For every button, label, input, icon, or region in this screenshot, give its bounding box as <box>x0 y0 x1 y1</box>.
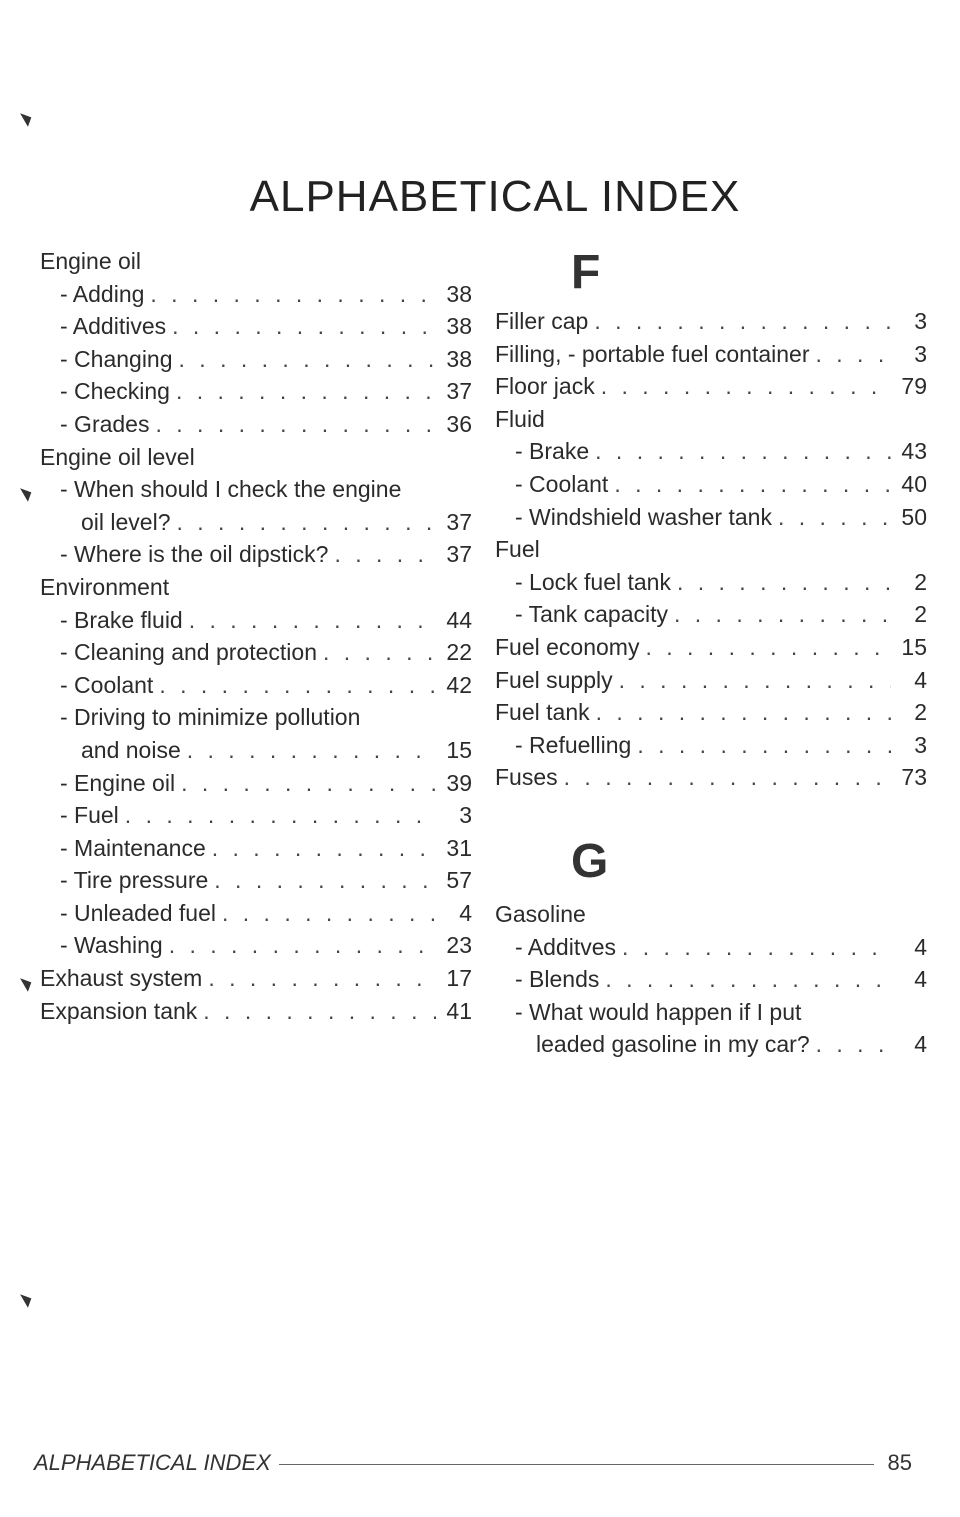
entry-page: 39 <box>446 769 472 796</box>
index-entry <box>495 996 927 1029</box>
dot-leader <box>816 1028 891 1061</box>
dot-leader <box>159 669 436 702</box>
dot-leader <box>595 435 891 468</box>
dot-leader <box>189 604 436 637</box>
section-f-entries <box>495 305 927 794</box>
entry-page: 2 <box>914 601 927 628</box>
index-entry <box>495 305 927 338</box>
entry-page: 42 <box>446 671 472 698</box>
page-footer <box>34 1450 912 1476</box>
entry-page: 38 <box>446 280 472 307</box>
entry-text: - What would happen if I put <box>515 998 802 1025</box>
dot-leader <box>334 538 436 571</box>
index-entry <box>40 897 472 930</box>
entry-page: 2 <box>914 568 927 595</box>
dot-leader <box>596 696 891 729</box>
entry-page: 37 <box>446 378 472 405</box>
entry-text: - Additives <box>60 313 167 340</box>
entry-text: - Additves <box>515 933 616 960</box>
dot-leader <box>614 468 891 501</box>
entry-text: - Coolant <box>60 671 154 698</box>
entry-text: - Windshield washer tank <box>515 503 772 530</box>
index-entry <box>40 995 472 1028</box>
index-entry <box>40 538 472 571</box>
entry-text: - Washing <box>60 932 163 959</box>
section-letter-f: F <box>571 246 601 299</box>
index-column-right <box>495 245 927 1061</box>
dot-leader <box>645 631 891 664</box>
dot-leader <box>203 995 436 1028</box>
dot-leader <box>222 897 436 930</box>
corner-mark-icon <box>17 488 32 502</box>
footer-section-title: ALPHABETICAL INDEX <box>34 1450 271 1475</box>
entry-text: - Engine oil <box>60 769 176 796</box>
index-entry <box>40 310 472 343</box>
index-entry <box>495 664 927 697</box>
entry-text: oil level? <box>81 508 171 535</box>
entry-page: 41 <box>446 997 472 1024</box>
index-entry <box>40 832 472 865</box>
entry-text: - Tire pressure <box>60 867 209 894</box>
footer-rule <box>279 1464 874 1465</box>
index-entry <box>40 245 472 278</box>
dot-leader <box>172 310 436 343</box>
entry-page: 73 <box>901 764 927 791</box>
index-entry <box>40 408 472 441</box>
entry-text: - Driving to minimize pollution <box>60 704 361 731</box>
entry-text: Fuel tank <box>495 699 590 726</box>
entry-page: 44 <box>446 606 472 633</box>
index-entry <box>495 1028 927 1061</box>
entry-text: Engine oil <box>40 248 142 274</box>
entry-text: leaded gasoline in my car? <box>536 1031 810 1058</box>
dot-leader <box>674 598 891 631</box>
entry-text: Environment <box>40 573 170 600</box>
entry-page: 4 <box>914 1031 927 1058</box>
index-entry <box>495 761 927 794</box>
index-entry <box>495 963 927 996</box>
entry-text: - Coolant <box>515 470 609 497</box>
dot-leader <box>187 734 436 767</box>
entry-page: 3 <box>459 802 472 829</box>
entry-page: 3 <box>914 340 927 367</box>
entry-page: 3 <box>914 731 927 758</box>
dot-leader <box>605 963 891 996</box>
corner-mark-icon <box>17 978 32 992</box>
dot-leader <box>601 370 891 403</box>
index-entry <box>40 506 472 539</box>
entry-page: 4 <box>914 666 927 693</box>
entry-page: 2 <box>914 699 927 726</box>
index-entry <box>495 729 927 762</box>
dot-leader <box>176 375 436 408</box>
entry-text: - Maintenance <box>60 834 206 861</box>
dot-leader <box>169 929 436 962</box>
entry-text: and noise <box>81 736 181 763</box>
entry-text: - Cleaning and protection <box>60 639 317 666</box>
entry-text: - Blends <box>515 966 600 993</box>
entry-page: 38 <box>446 345 472 372</box>
entry-text: Fuel economy <box>495 633 640 660</box>
entry-page: 15 <box>446 736 472 763</box>
index-entry <box>495 931 927 964</box>
index-entry <box>40 767 472 800</box>
entry-text: - Grades <box>60 410 150 437</box>
index-entry <box>495 370 927 403</box>
corner-mark-icon <box>17 113 32 127</box>
index-entry <box>495 435 927 468</box>
entry-text: - Lock fuel tank <box>515 568 671 595</box>
entry-page: 43 <box>901 438 927 465</box>
entry-text: - Where is the oil dipstick? <box>60 541 329 568</box>
entry-page: 4 <box>459 899 472 926</box>
dot-leader <box>622 931 891 964</box>
index-entry <box>495 566 927 599</box>
dot-leader <box>125 799 436 832</box>
dot-leader <box>637 729 891 762</box>
index-entry <box>40 701 472 734</box>
entry-page: 4 <box>914 933 927 960</box>
entry-text: - Brake fluid <box>60 606 183 633</box>
dot-leader <box>212 832 436 865</box>
entry-text: Fluid <box>495 405 545 432</box>
corner-mark-icon <box>17 1294 32 1308</box>
index-entry <box>40 375 472 408</box>
dot-leader <box>208 962 436 995</box>
entry-page: 40 <box>901 470 927 497</box>
index-entry <box>40 962 472 995</box>
dot-leader <box>150 278 436 311</box>
entry-text: - Fuel <box>60 802 119 829</box>
index-entry <box>40 473 472 506</box>
index-entry <box>495 403 927 436</box>
index-entry <box>495 468 927 501</box>
index-entry <box>495 696 927 729</box>
entry-text: Expansion tank <box>40 997 198 1024</box>
index-entry <box>40 343 472 376</box>
entry-page: 57 <box>446 867 472 894</box>
entry-text: - Unleaded fuel <box>60 899 216 926</box>
index-entry <box>495 338 927 371</box>
index-entry <box>40 571 472 604</box>
entry-page: 79 <box>901 373 927 400</box>
index-entry <box>40 799 472 832</box>
entry-page: 38 <box>446 313 472 340</box>
entry-text: - Brake <box>515 438 590 465</box>
entry-text: Fuel supply <box>495 666 613 693</box>
index-entry <box>40 734 472 767</box>
dot-leader <box>619 664 891 697</box>
index-entry <box>40 929 472 962</box>
entry-page: 17 <box>446 965 472 992</box>
entry-text: Filling, - portable fuel container <box>495 340 810 367</box>
section-g-entries <box>495 898 927 1061</box>
dot-leader <box>155 408 436 441</box>
index-entry <box>40 864 472 897</box>
entry-page: 36 <box>446 410 472 437</box>
entry-page: 37 <box>446 508 472 535</box>
entry-text: Fuses <box>495 764 558 791</box>
page-number: 85 <box>887 1450 912 1475</box>
index-entry <box>40 278 472 311</box>
entry-text: - Refuelling <box>515 731 632 758</box>
entry-text: Floor jack <box>495 373 595 400</box>
entry-page: 37 <box>446 541 472 568</box>
entry-text: Gasoline <box>495 900 586 927</box>
index-entry <box>40 669 472 702</box>
entry-page: 50 <box>901 503 927 530</box>
page-title: ALPHABETICAL INDEX <box>249 172 741 221</box>
dot-leader <box>677 566 891 599</box>
dot-leader <box>179 343 436 376</box>
dot-leader <box>564 761 891 794</box>
entry-page: 23 <box>446 932 472 959</box>
section-letter-g: G <box>571 834 609 888</box>
entry-text: - Changing <box>60 345 173 372</box>
index-entry <box>40 604 472 637</box>
index-entry <box>40 441 472 474</box>
entry-text: Engine oil level <box>40 443 195 470</box>
index-entry <box>495 533 927 566</box>
entry-page: 15 <box>901 633 927 660</box>
entry-page: 4 <box>914 966 927 993</box>
entry-page: 3 <box>914 308 927 334</box>
dot-leader <box>214 864 436 897</box>
entry-text: - When should I check the engine <box>60 476 402 503</box>
index-entry <box>40 636 472 669</box>
entry-text: Fuel <box>495 536 540 563</box>
index-entry <box>495 598 927 631</box>
entry-text: Filler cap <box>495 308 589 334</box>
index-entry <box>495 631 927 664</box>
entry-page: 31 <box>446 834 472 861</box>
index-entry <box>495 898 927 931</box>
dot-leader <box>778 501 891 534</box>
index-entry <box>495 501 927 534</box>
entry-text: - Checking <box>60 378 170 405</box>
dot-leader <box>323 636 436 669</box>
dot-leader <box>816 338 892 371</box>
entry-text: - Tank capacity <box>515 601 668 628</box>
dot-leader <box>181 767 436 800</box>
index-column-left <box>40 245 472 1027</box>
dot-leader <box>177 506 437 539</box>
entry-page: 22 <box>446 639 472 666</box>
dot-leader <box>594 305 891 338</box>
entry-text: Exhaust system <box>40 965 203 992</box>
entry-text: - Adding <box>60 280 145 307</box>
